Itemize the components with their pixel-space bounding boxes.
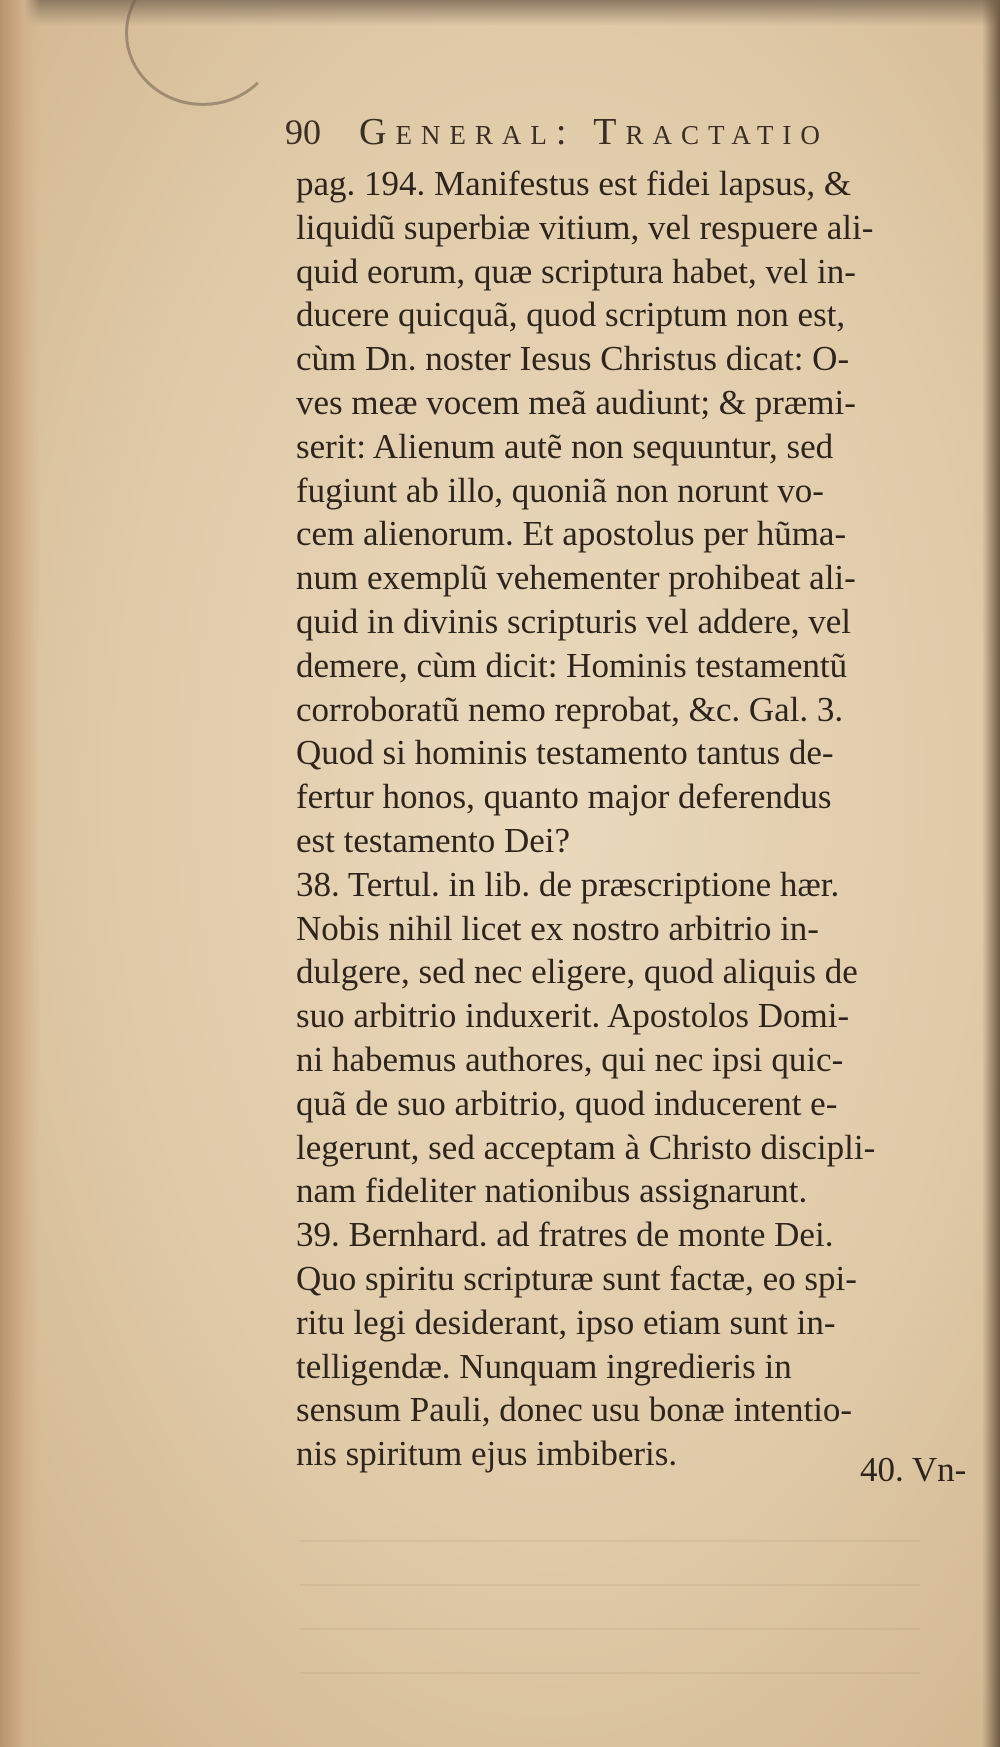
text-line: ducere quicquã, quod scriptum non est, (296, 295, 846, 335)
text-line: ves meæ vocem meã audiunt; & præmi- (296, 382, 856, 422)
text-line: Nobis nihil licet ex nostro arbitrio in- (296, 908, 819, 948)
text-line: sensum Pauli, donec usu bonæ intentio- (296, 1390, 853, 1430)
text-line: serit: Alienum autẽ non sequuntur, sed (296, 426, 834, 466)
text-line: ni habemus authores, qui nec ipsi quic- (296, 1039, 844, 1079)
page-number: 90 (285, 112, 321, 152)
text-line: cùm Dn. noster Iesus Christus dicat: O- (296, 339, 850, 379)
text-line: corroboratũ nemo reprobat, &c. Gal. 3. (296, 689, 844, 729)
text-line: 39. Bernhard. ad fratres de monte Dei. (296, 1215, 834, 1255)
text-line: telligendæ. Nunquam ingredieris in (296, 1346, 792, 1386)
text-line: fugiunt ab illo, quoniã non norunt vo- (296, 470, 824, 510)
text-line: dulgere, sed nec eligere, quod aliquis de (296, 952, 858, 992)
text-line: legerunt, sed acceptam à Christo discipli- (296, 1127, 876, 1167)
text-line: nis spiritum ejus imbiberis. (296, 1434, 678, 1474)
text-line: cem alienorum. Et apostolus per hũma- (296, 514, 847, 554)
text-line: 38. Tertul. in lib. de præscriptione hær. (296, 864, 840, 904)
text-line: suo arbitrio induxerit. Apostolos Domi- (296, 996, 850, 1036)
left-page-edge (0, 0, 40, 1747)
text-line: pag. 194. Manifestus est fidei lapsus, & (296, 164, 852, 203)
text-line: est testamento Dei? (296, 820, 571, 860)
text-line: quid in divinis scripturis vel addere, vel (296, 601, 852, 641)
text-line: nam fideliter nationibus assignarunt. (296, 1171, 808, 1211)
text-line: Quod si hominis testamento tantus de- (296, 733, 834, 773)
text-line: liquidũ superbiæ vitium, vel respuere ali- (296, 207, 874, 247)
text-line: Quo spiritu scripturæ sunt factæ, eo spi- (296, 1258, 857, 1298)
text-line: num exemplũ vehementer prohibeat ali- (296, 558, 856, 598)
page-header (285, 110, 925, 160)
text-line: quã de suo arbitrio, quod inducerent e- (296, 1083, 838, 1123)
text-line: ritu legi desiderant, ipso etiam sunt in- (296, 1302, 836, 1342)
catchword: 40. Vn- (860, 1450, 967, 1489)
text-line: fertur honos, quanto major deferendus (296, 777, 832, 817)
body-text (296, 162, 1000, 1476)
clip-mark (125, 0, 281, 106)
running-title: General: Tractatio (359, 111, 829, 153)
text-line: demere, cùm dicit: Hominis testamentũ (296, 645, 848, 685)
show-through (300, 1540, 920, 1700)
text-line: quid eorum, quæ scriptura habet, vel in- (296, 251, 856, 291)
